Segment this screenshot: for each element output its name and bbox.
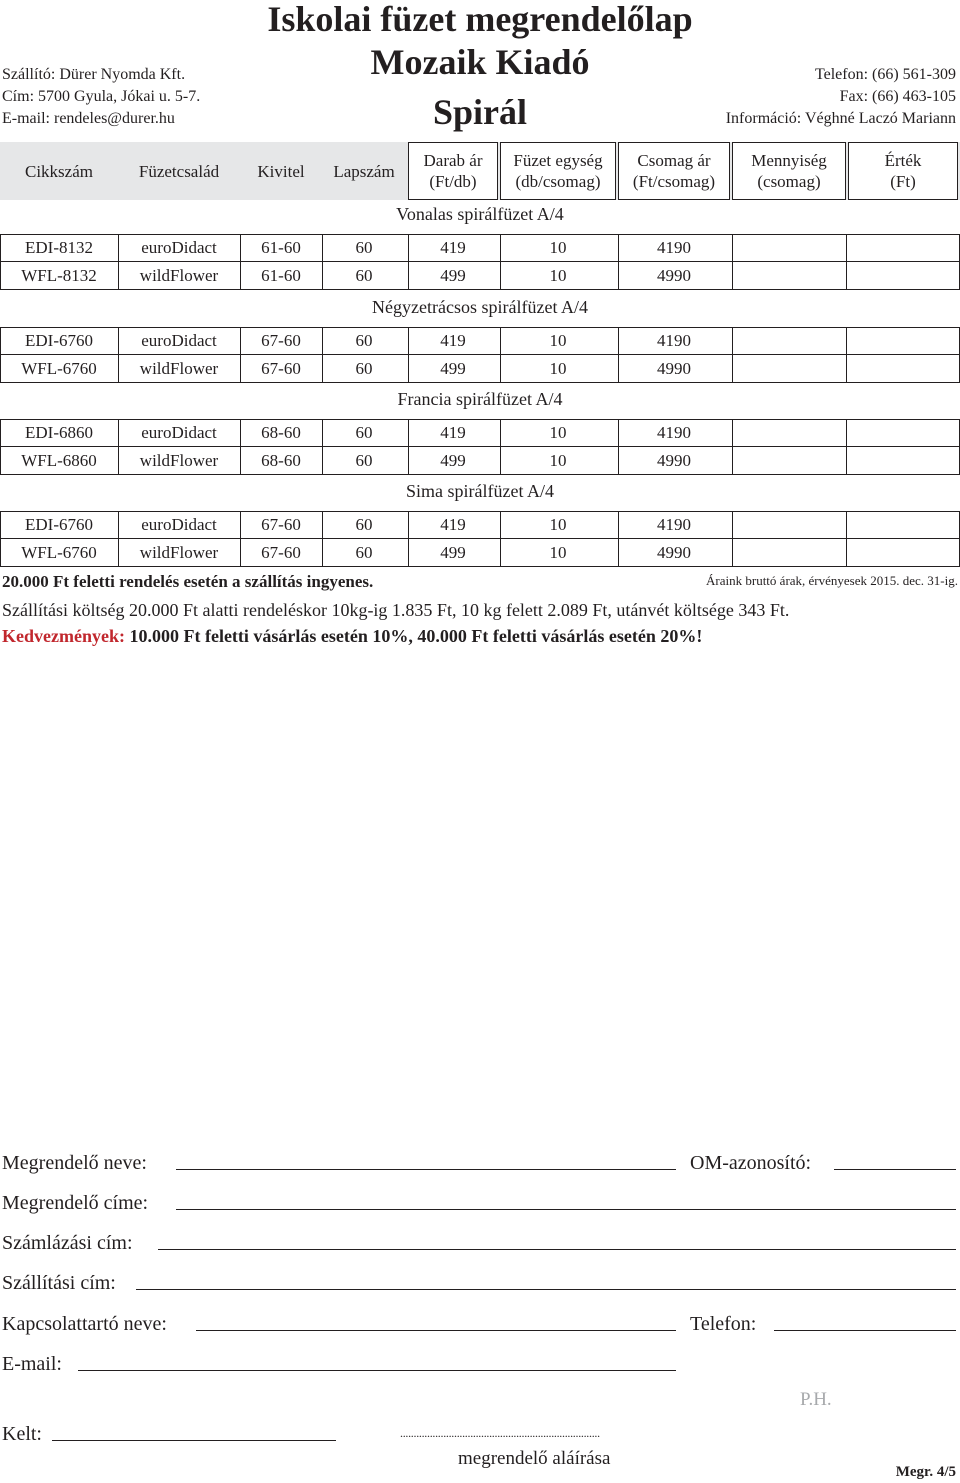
col-kivitel: Kivitel	[257, 161, 305, 181]
cell-cikkszam: WFL-6760	[21, 359, 97, 378]
section-title: Vonalas spirálfüzet A/4	[396, 204, 564, 224]
quantity-input[interactable]	[733, 234, 845, 261]
col-csomag-ar-line1: Csomag ár	[637, 151, 711, 170]
col-csomag-ar-line2: (Ft/csomag)	[632, 172, 716, 191]
col-lapszam: Lapszám	[333, 161, 395, 181]
om-id-label: OM-azonosító:	[690, 1152, 812, 1174]
cell-kivitel: 67-60	[261, 359, 301, 378]
cell-kivitel: 68-60	[261, 451, 301, 470]
col-ertek	[848, 142, 958, 200]
shipping-address-label: Szállítási cím:	[2, 1272, 116, 1294]
cell-lapszam: 60	[355, 331, 373, 350]
value-input[interactable]	[847, 419, 959, 446]
price-validity-note: Áraink bruttó árak, érvényesek 2015. dec. 31-ig.	[706, 573, 958, 588]
col-darab-ar-line1: Darab ár	[423, 151, 483, 170]
cell-fuzetcsalad: wildFlower	[139, 543, 219, 562]
cell-kivitel: 61-60	[261, 238, 301, 257]
title-line-2: Mozaik Kiadó	[370, 42, 590, 82]
cell-fuzetcsalad: euroDidact	[141, 515, 217, 534]
cell-darab-ar: 499	[440, 451, 466, 470]
supplier-name: Szállító: Dürer Nyomda Kft.	[2, 66, 186, 83]
title-line-1: Iskolai füzet megrendelőlap	[267, 0, 693, 39]
cell-fuzetcsalad: wildFlower	[139, 266, 219, 285]
cell-lapszam: 60	[355, 266, 373, 285]
col-darab-ar	[408, 142, 498, 200]
email-label: E-mail:	[2, 1353, 62, 1375]
cell-fuzet-egyseg: 10	[549, 515, 567, 534]
contact-phone: Telefon: (66) 561-309	[814, 66, 956, 83]
cell-cikkszam: EDI-6760	[25, 331, 93, 350]
cell-kivitel: 67-60	[261, 331, 301, 350]
title-line-3: Spirál	[432, 92, 528, 132]
section-title: Francia spirálfüzet A/4	[397, 389, 563, 409]
contact-fax: Fax: (66) 463-105	[839, 88, 956, 105]
table-row	[0, 327, 960, 354]
contact-info	[726, 64, 956, 130]
col-ertek-line1: Érték	[884, 151, 922, 170]
cell-csomag-ar: 4990	[657, 266, 691, 285]
col-cikkszam: Cikkszám	[25, 161, 93, 181]
cell-cikkszam: WFL-8132	[21, 266, 97, 285]
col-mennyiseg-line2: (csomag)	[757, 172, 821, 191]
table-row	[0, 262, 960, 289]
billing-address-field[interactable]	[158, 1249, 956, 1250]
supplier-address: Cím: 5700 Gyula, Jókai u. 5-7.	[2, 88, 201, 105]
cell-fuzet-egyseg: 10	[549, 359, 567, 378]
supplier-email[interactable]: E-mail: rendeles@durer.hu	[2, 110, 175, 127]
cell-csomag-ar: 4190	[657, 515, 691, 534]
cell-kivitel: 68-60	[261, 423, 301, 442]
date-field[interactable]	[52, 1440, 336, 1441]
signature-label: megrendelő aláírása	[458, 1448, 611, 1469]
table-row	[0, 447, 960, 474]
contact-person: Információ: Véghné Laczó Mariann	[725, 110, 956, 127]
value-input[interactable]	[847, 511, 959, 538]
col-csomag-ar	[618, 142, 730, 200]
quantity-input[interactable]	[733, 447, 845, 474]
cell-darab-ar: 499	[440, 266, 466, 285]
table-header	[0, 142, 960, 200]
cell-darab-ar: 499	[440, 543, 466, 562]
page-number: Megr. 4/5	[895, 1464, 956, 1480]
cell-csomag-ar: 4190	[657, 423, 691, 442]
table-row	[0, 234, 960, 261]
section-title: Sima spirálfüzet A/4	[406, 481, 554, 501]
stamp-placeholder: P.H.	[800, 1389, 832, 1410]
phone-label: Telefon:	[690, 1313, 757, 1335]
col-fuzetcsalad: Füzetcsalád	[138, 161, 220, 181]
quantity-input[interactable]	[733, 539, 845, 566]
col-mennyiseg-line1: Mennyiség	[751, 151, 827, 170]
col-mennyiseg	[732, 142, 846, 200]
quantity-input[interactable]	[733, 262, 845, 289]
cell-fuzet-egyseg: 10	[549, 238, 567, 257]
cell-cikkszam: WFL-6860	[21, 451, 97, 470]
cell-cikkszam: EDI-6860	[25, 423, 93, 442]
cell-darab-ar: 499	[440, 359, 466, 378]
cell-kivitel: 67-60	[261, 543, 301, 562]
date-label: Kelt:	[2, 1423, 42, 1445]
quantity-input[interactable]	[733, 419, 845, 446]
contact-name-field[interactable]	[196, 1330, 676, 1331]
email-field[interactable]	[78, 1370, 676, 1371]
cell-fuzetcsalad: euroDidact	[141, 238, 217, 257]
cell-cikkszam: WFL-6760	[21, 543, 97, 562]
signature-line[interactable]: ..........................................................................	[400, 1426, 600, 1440]
discount-label: Kedvezmények:	[2, 626, 125, 646]
billing-address-label: Számlázási cím:	[2, 1232, 133, 1254]
free-shipping-note: 20.000 Ft feletti rendelés esetén a szállítás ingyenes.	[2, 572, 374, 591]
customer-name-field[interactable]	[176, 1169, 676, 1170]
cell-fuzetcsalad: wildFlower	[139, 359, 219, 378]
cell-csomag-ar: 4990	[657, 451, 691, 470]
value-input[interactable]	[847, 234, 959, 261]
cell-lapszam: 60	[355, 423, 373, 442]
col-ertek-line2: (Ft)	[890, 172, 916, 191]
quantity-input[interactable]	[733, 327, 845, 354]
cell-fuzet-egyseg: 10	[549, 423, 567, 442]
cell-fuzetcsalad: euroDidact	[141, 423, 217, 442]
value-input[interactable]	[847, 447, 959, 474]
supplier-info	[2, 64, 200, 130]
col-fuzet-egyseg-line1: Füzet egység	[513, 151, 603, 170]
table-row	[0, 539, 960, 566]
cell-cikkszam: EDI-6760	[25, 515, 93, 534]
col-darab-ar-line2: (Ft/db)	[429, 172, 477, 191]
shipping-address-field[interactable]	[136, 1289, 956, 1290]
cell-lapszam: 60	[355, 238, 373, 257]
value-input[interactable]	[847, 262, 959, 289]
col-fuzet-egyseg-line2: (db/csomag)	[515, 172, 601, 191]
contact-name-label: Kapcsolattartó neve:	[2, 1313, 167, 1335]
value-input[interactable]	[847, 327, 959, 354]
section-title: Négyzetrácsos spirálfüzet A/4	[372, 297, 588, 317]
cell-darab-ar: 419	[440, 423, 466, 442]
col-fuzet-egyseg	[500, 142, 616, 200]
cell-cikkszam: EDI-8132	[25, 238, 93, 257]
cell-fuzet-egyseg: 10	[549, 331, 567, 350]
customer-address-field[interactable]	[176, 1209, 956, 1210]
cell-kivitel: 67-60	[261, 515, 301, 534]
cell-lapszam: 60	[355, 543, 373, 562]
cell-darab-ar: 419	[440, 331, 466, 350]
om-id-field[interactable]	[834, 1169, 956, 1170]
cell-lapszam: 60	[355, 359, 373, 378]
cell-kivitel: 61-60	[261, 266, 301, 285]
cell-csomag-ar: 4190	[657, 331, 691, 350]
cell-fuzet-egyseg: 10	[549, 451, 567, 470]
table-row	[0, 355, 960, 382]
table-row	[0, 511, 960, 538]
cell-darab-ar: 419	[440, 515, 466, 534]
cell-lapszam: 60	[355, 451, 373, 470]
table-row	[0, 419, 960, 446]
discount-text: 10.000 Ft feletti vásárlás esetén 10%, 40.000 Ft feletti vásárlás esetén 20%!	[124, 626, 703, 646]
cell-csomag-ar: 4990	[657, 359, 691, 378]
cell-darab-ar: 419	[440, 238, 466, 257]
cell-lapszam: 60	[355, 515, 373, 534]
value-input[interactable]	[847, 539, 959, 566]
quantity-input[interactable]	[733, 355, 845, 382]
cell-fuzetcsalad: wildFlower	[139, 451, 219, 470]
cell-csomag-ar: 4190	[657, 238, 691, 257]
cell-fuzetcsalad: euroDidact	[141, 331, 217, 350]
cell-fuzet-egyseg: 10	[549, 266, 567, 285]
customer-address-label: Megrendelő címe:	[2, 1192, 149, 1214]
customer-name-label: Megrendelő neve:	[2, 1152, 147, 1174]
quantity-input[interactable]	[733, 511, 845, 538]
cell-csomag-ar: 4990	[657, 543, 691, 562]
phone-field[interactable]	[774, 1330, 956, 1331]
shipping-cost-note: Szállítási költség 20.000 Ft alatti rendeléskor 10kg-ig 1.835 Ft, 10 kg felett 2.089 Ft, utánvét költsége 343 Ft.	[2, 600, 790, 620]
discount-note	[2, 626, 702, 647]
cell-fuzet-egyseg: 10	[549, 543, 567, 562]
value-input[interactable]	[847, 355, 959, 382]
